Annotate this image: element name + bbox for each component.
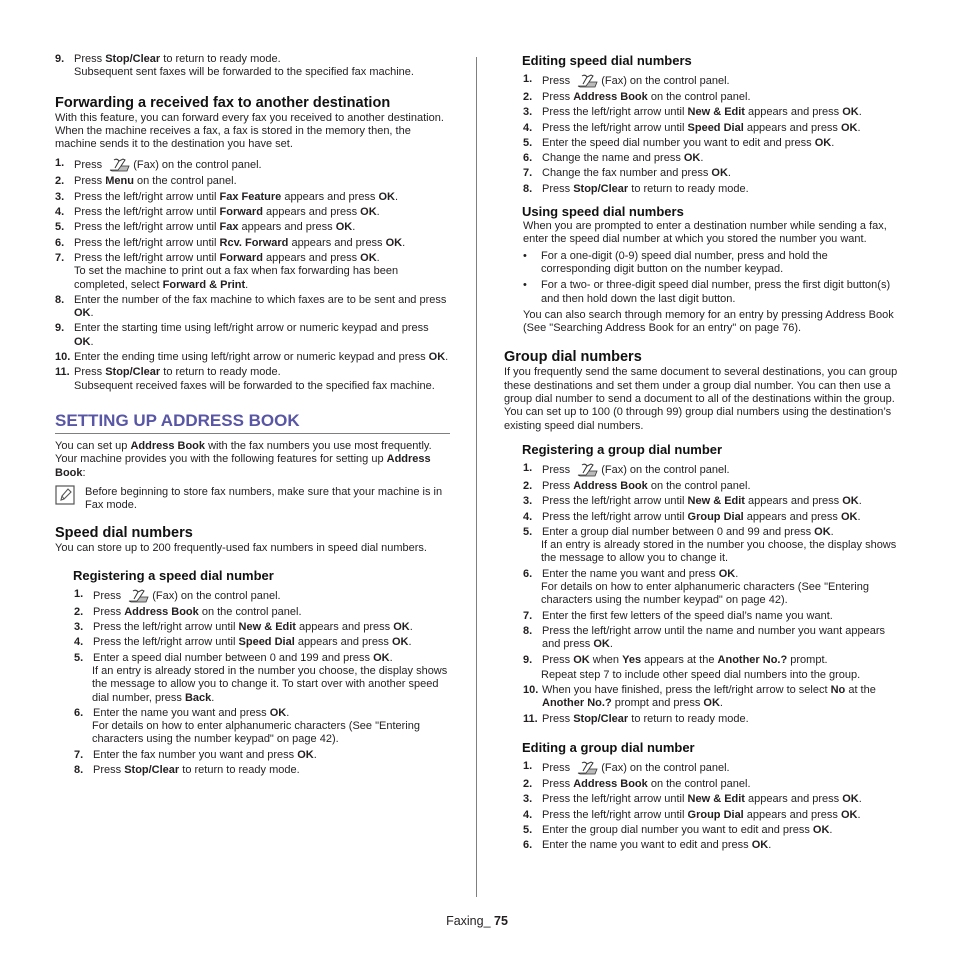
list-item: 4. Press the left/right arrow until Speed Dial appears and press OK. bbox=[523, 121, 861, 134]
list-item: 2. Press Menu on the control panel. bbox=[55, 175, 237, 188]
list-item: 2. Press Address Book on the control panel. bbox=[523, 777, 751, 790]
forward-step-8: 8. Enter the number of the fax machine to which faxes are to be sent and press OK. bbox=[55, 293, 447, 320]
column-divider bbox=[476, 57, 477, 897]
bullet-icon: • bbox=[523, 279, 527, 292]
list-item: 1. Press (Fax) on the control panel. bbox=[523, 760, 898, 776]
forward-steps-list bbox=[55, 157, 450, 265]
bullet-icon: • bbox=[523, 249, 527, 262]
address-book-heading: SETTING UP ADDRESS BOOK bbox=[55, 411, 450, 434]
use-speed-dial-bullets bbox=[504, 250, 898, 306]
use-speed-dial-intro: When you are prompted to enter a destination number while sending a fax, enter the speed dial number at which you stored the number you want. bbox=[523, 220, 887, 246]
bullet-item: • For a one-digit (0-9) speed dial number, press and hold the corresponding digit button on the number keypad. bbox=[523, 249, 828, 275]
register-group-dial-step-10: 10. When you have finished, press the left/right arrow to select No at the Another No.? prompt and press OK. bbox=[523, 684, 876, 710]
register-group-dial-step-9-note: Repeat step 7 to include other speed dial numbers into the group. bbox=[541, 668, 861, 681]
register-group-dial-heading: Registering a group dial number bbox=[522, 441, 723, 457]
forward-step-9: 9. Enter the starting time using left/right arrow or numeric keypad and press OK. bbox=[55, 322, 429, 348]
list-item: 1. Press (Fax) on the control panel. bbox=[523, 462, 898, 478]
list-item: 3. Press the left/right arrow until Fax Feature appears and press OK. bbox=[55, 190, 399, 203]
fax-icon bbox=[108, 157, 132, 173]
register-speed-dial-step-6: 6. Enter the name you want and press OK. bbox=[74, 706, 290, 719]
forward-intro: With this feature, you can forward every fax you received to another destination. When the machine receives a fax, a fax is stored in the memory then, the machine sends it to the destination you have set. bbox=[55, 111, 444, 151]
use-speed-dial-outro: You can also search through memory for an entry by pressing Address Book (See "Searching Address Book for an entry" on page 76). bbox=[523, 308, 894, 335]
list-item: 2. Press Address Book on the control panel. bbox=[74, 605, 302, 618]
register-group-dial-steps bbox=[523, 462, 898, 539]
list-item: 1. Press (Fax) on the control panel. bbox=[74, 588, 450, 604]
list-item: 5. Enter the group dial number you want to edit and press OK. bbox=[523, 823, 833, 836]
list-item: 4. Press the left/right arrow until Group Dial appears and press OK. bbox=[523, 510, 861, 523]
list-item: 3. Press the left/right arrow until New & Edit appears and press OK. bbox=[74, 621, 413, 634]
bullet-item: • For a two- or three-digit speed dial number, press the first digit button(s) and then hold down the last digit button. bbox=[523, 279, 891, 305]
list-item: 5. Enter a speed dial number between 0 and 199 and press OK. bbox=[74, 651, 393, 664]
list-item: 7. Change the fax number and press OK. bbox=[523, 167, 731, 180]
step-9: 9. Press Stop/Clear to return to ready mode. bbox=[55, 53, 281, 65]
fax-icon bbox=[127, 588, 151, 604]
address-book-intro: You can set up Address Book with the fax numbers you use most frequently. Your machine provides you with the following features for setting up Address Book: bbox=[55, 439, 432, 479]
right-column bbox=[504, 53, 898, 852]
page-footer bbox=[0, 914, 954, 928]
left-column bbox=[55, 53, 450, 777]
group-dial-intro: If you frequently send the same document to several destinations, you can group these destinations and set them under a group dial number. You can then use a group dial number to send a document to all of the destinations within the group. You can set up to 100 (0 through 99) group dial numbers using the destination’s existing speed dial numbers. bbox=[504, 366, 898, 432]
note-pencil-icon bbox=[55, 485, 75, 505]
register-group-dial-step-5-note: If an entry is already stored in the number you choose, the display shows the message to allow you to change it. bbox=[541, 539, 897, 565]
list-item: 3. Press the left/right arrow until New & Edit appears and press OK. bbox=[523, 106, 862, 119]
list-item: 8. Press Stop/Clear to return to ready mode. bbox=[523, 182, 749, 195]
register-group-dial-step-8: 8. Press the left/right arrow until the name and number you want appears and press OK. bbox=[523, 624, 886, 651]
register-group-dial-step-6: 6. Enter the name you want and press OK. bbox=[523, 567, 739, 580]
list-item: 5. Enter a group dial number between 0 and 99 and press OK. bbox=[523, 525, 834, 538]
fax-icon bbox=[576, 462, 600, 478]
forward-heading: Forwarding a received fax to another destination bbox=[55, 94, 391, 111]
list-item: 5. Enter the speed dial number you want to edit and press OK. bbox=[523, 136, 835, 149]
page-number: 75 bbox=[494, 914, 508, 928]
register-speed-dial-step-5-note: If an entry is already stored in the number you choose, the display shows the message to allow you to change it. To start over with another speed dial number, press Back. bbox=[92, 664, 448, 704]
forward-step-7-note: To set the machine to print out a fax when fax forwarding has been completed, select Forward & Print. bbox=[74, 265, 399, 291]
list-item: 7. Enter the fax number you want and press OK. bbox=[74, 748, 317, 761]
forward-step-11-note: Subsequent received faxes will be forwarded to the specified fax machine. bbox=[74, 379, 435, 392]
edit-group-dial-steps bbox=[523, 760, 898, 852]
register-speed-dial-heading: Registering a speed dial number bbox=[73, 567, 274, 583]
register-group-dial-step-7: 7. Enter the first few letters of the speed dial’s name you want. bbox=[523, 609, 833, 622]
step-9-note: Subsequent sent faxes will be forwarded to the specified fax machine. bbox=[74, 66, 414, 79]
list-item: 2. Press Address Book on the control panel. bbox=[523, 479, 751, 492]
edit-group-dial-heading: Editing a group dial number bbox=[522, 739, 695, 755]
speed-dial-heading: Speed dial numbers bbox=[55, 525, 193, 542]
list-item: 5. Press the left/right arrow until Fax appears and press OK. bbox=[55, 221, 356, 234]
list-item: 1. Press (Fax) on the control panel. bbox=[55, 157, 450, 173]
list-item: 4. Press the left/right arrow until Forward appears and press OK. bbox=[55, 206, 380, 219]
list-item: 2. Press Address Book on the control panel. bbox=[523, 91, 751, 103]
note-text: Before beginning to store fax numbers, make sure that your machine is in Fax mode. bbox=[85, 485, 443, 512]
note bbox=[55, 485, 450, 513]
group-dial-heading: Group dial numbers bbox=[504, 349, 642, 366]
list-item: 6. Enter the name you want to edit and press OK. bbox=[523, 839, 772, 852]
list-item: 4. Press the left/right arrow until Group Dial appears and press OK. bbox=[523, 808, 861, 821]
list-item: 6. Change the name and press OK. bbox=[523, 152, 704, 165]
register-group-dial-step-9: 9. Press OK when Yes appears at the Another No.? prompt. bbox=[523, 653, 828, 666]
register-group-dial-step-11: 11. Press Stop/Clear to return to ready mode. bbox=[523, 712, 749, 725]
list-item: 1. Press (Fax) on the control panel. bbox=[523, 73, 898, 89]
fax-icon bbox=[576, 760, 600, 776]
list-item: 7. Press the left/right arrow until Forward appears and press OK. bbox=[55, 251, 380, 264]
footer-section: Faxing_ bbox=[446, 914, 495, 928]
list-item: 6. Press the left/right arrow until Rcv. Forward appears and press OK. bbox=[55, 236, 406, 249]
speed-dial-intro: You can store up to 200 frequently-used fax numbers in speed dial numbers. bbox=[55, 542, 427, 555]
register-speed-dial-steps bbox=[74, 588, 450, 665]
register-group-dial-step-6-note: For details on how to enter alphanumeric characters (See "Entering characters using the number keypad" on page 42). bbox=[541, 581, 869, 607]
use-speed-dial-heading: Using speed dial numbers bbox=[522, 204, 684, 220]
edit-speed-dial-steps bbox=[523, 73, 898, 196]
forward-step-11: 11. Press Stop/Clear to return to ready mode. bbox=[55, 366, 281, 379]
list-item: 8. Press Stop/Clear to return to ready mode. bbox=[74, 763, 300, 776]
edit-speed-dial-heading: Editing speed dial numbers bbox=[522, 53, 692, 68]
register-speed-dial-steps-cont bbox=[74, 749, 450, 778]
list-item: 3. Press the left/right arrow until New & Edit appears and press OK. bbox=[523, 495, 862, 508]
forward-step-10: 10. Enter the ending time using left/right arrow or numeric keypad and press OK. bbox=[55, 351, 449, 364]
fax-icon bbox=[576, 73, 600, 89]
list-item: 4. Press the left/right arrow until Speed Dial appears and press OK. bbox=[74, 636, 412, 649]
list-item: 3. Press the left/right arrow until New & Edit appears and press OK. bbox=[523, 793, 862, 806]
register-speed-dial-step-6-note: For details on how to enter alphanumeric characters (See "Entering characters using the number keypad" on page 42). bbox=[92, 720, 420, 746]
